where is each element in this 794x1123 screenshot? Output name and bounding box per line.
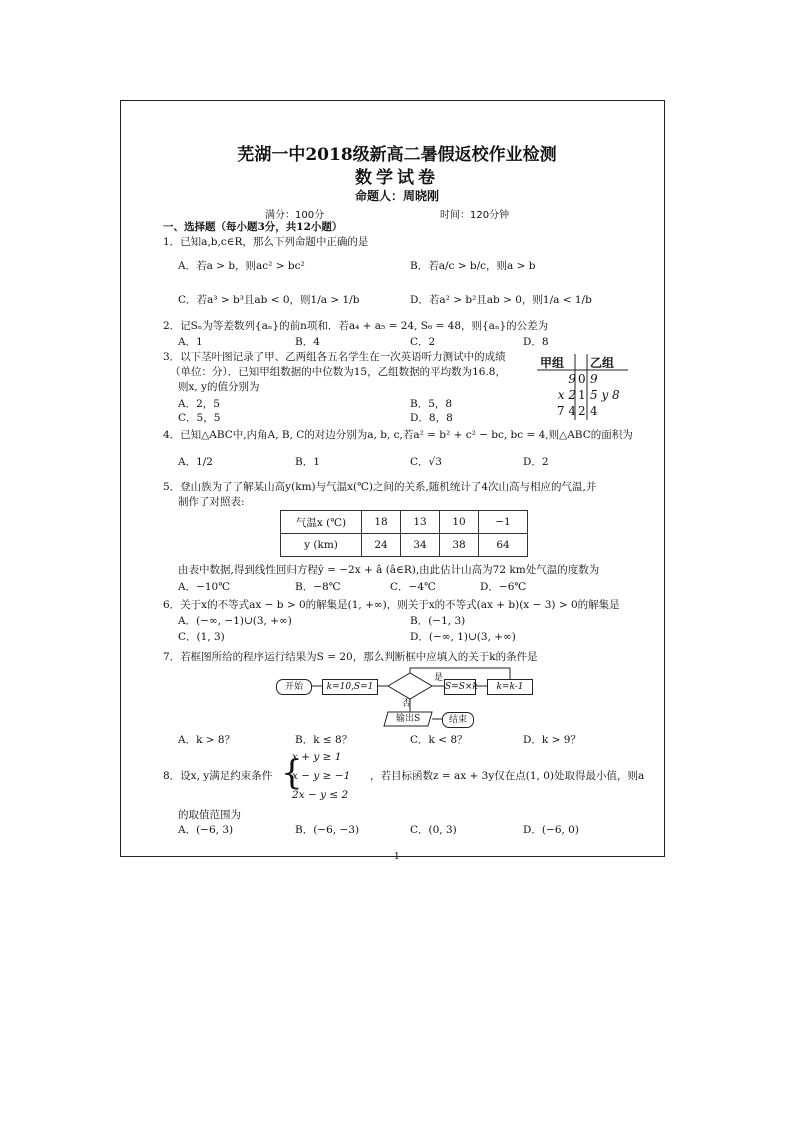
q3-line1: 3．以下茎叶图记录了甲、乙两组各五名学生在一次英语听力测试中的成绩 — [163, 351, 506, 363]
q3-option-d: D．8，8 — [410, 412, 453, 424]
table-cell: 24 — [362, 534, 401, 557]
q7-option-d: D．k > 9？ — [523, 734, 581, 746]
q3-option-a: A．2，5 — [178, 398, 220, 410]
full-score: 满分：100分 — [265, 210, 325, 221]
q2-option-d: D．8 — [523, 336, 549, 348]
q2-option-a: A．1 — [178, 336, 203, 348]
flow-output: 输出S — [396, 714, 421, 724]
stem-row3-stem: 2 — [578, 404, 586, 418]
q7-option-c: C．k < 8？ — [410, 734, 468, 746]
stem-row3-right: 4 — [590, 404, 598, 418]
q8-line2: 的取值范围为 — [178, 809, 241, 821]
q4-option-c: C．√3 — [410, 456, 442, 468]
q8-post: ，若目标函数z = ax + 3y仅在点(1, 0)处取得最小值，则a — [370, 770, 645, 782]
table-cell: 34 — [401, 534, 440, 557]
table-cell: −1 — [479, 511, 528, 534]
stem-row1-stem: 0 — [578, 372, 586, 386]
flow-init: k=10,S=1 — [322, 679, 378, 695]
q1-option-a: A．若a > b，则ac² > bc² — [178, 260, 305, 272]
q3-option-c: C．5，5 — [178, 412, 221, 424]
section-heading: 一、选择题（每小题3分，共12小题） — [163, 221, 343, 233]
flow-end: 结束 — [442, 712, 474, 728]
q2-option-b: B．4 — [295, 336, 320, 348]
school-title: 芜湖一中2018级新高二暑假返校作业检测 — [237, 145, 557, 165]
stem-head-left: 甲组 — [540, 356, 565, 370]
stem-row3-left: 7 4 — [556, 404, 576, 418]
subject-title: 数学试卷 — [355, 168, 439, 188]
q1-option-d: D．若a² > b²且ab > 0，则1/a < 1/b — [410, 294, 592, 306]
q8-constraint-3: 2x − y ≤ 2 — [292, 789, 349, 801]
q6-option-a: A．(−∞, −1)∪(3, +∞) — [178, 615, 292, 627]
table-header-x: 气温x (℃) — [281, 511, 362, 534]
q4-option-a: A．1/2 — [178, 456, 213, 468]
stem-row2-right: 5 y 8 — [590, 388, 620, 402]
q1-stem: 1．已知a,b,c∈R，那么下列命题中正确的是 — [163, 236, 369, 248]
q5-option-a: A．−10℃ — [178, 581, 230, 593]
table-cell: 10 — [440, 511, 479, 534]
table-cell: 64 — [479, 534, 528, 557]
flow-no-label: 否 — [402, 699, 412, 709]
table-header-y: y (km) — [281, 534, 362, 557]
q4-stem: 4．已知△ABC中,内角A, B, C的对边分别为a, b, c,若a² = b² + c² − bc, bc = 4,则△ABC的面积为 — [163, 429, 633, 441]
q5-line2: 制作了对照表: — [178, 496, 245, 508]
q5-option-b: B．−8℃ — [295, 581, 341, 593]
table-cell: 13 — [401, 511, 440, 534]
q5-option-c: C．−4℃ — [390, 581, 436, 593]
stem-row2-left: x 2 — [557, 388, 576, 402]
q6-option-d: D．(−∞, 1)∪(3, +∞) — [410, 631, 516, 643]
exam-time: 时间：120分钟 — [440, 210, 510, 221]
table-cell: 38 — [440, 534, 479, 557]
q3-option-b: B．5，8 — [410, 398, 453, 410]
q2-option-c: C．2 — [410, 336, 436, 348]
q8-brace: { — [281, 753, 303, 793]
author-line: 命题人：周晓刚 — [354, 189, 439, 203]
q8-constraint-1: x + y ≥ 1 — [292, 751, 342, 763]
stem-row2-stem: 1 — [578, 388, 586, 402]
q8-option-d: D．(−6, 0) — [523, 824, 579, 836]
q7-option-b: B．k ≤ 8？ — [295, 734, 353, 746]
q4-option-b: B．1 — [295, 456, 320, 468]
q6-stem: 6．关于x的不等式ax − b > 0的解集是(1, +∞)，则关于x的不等式(ax + b)(x − 3) > 0的解集是 — [163, 599, 620, 611]
stem-row1-left: 9 — [568, 372, 576, 386]
page-number: 1 — [394, 852, 400, 862]
stem-head-right: 乙组 — [590, 356, 615, 370]
q6-option-c: C．(1, 3) — [178, 631, 225, 643]
flow-body: S=S×k — [444, 679, 476, 695]
q8-option-a: A．(−6, 3) — [178, 824, 234, 836]
q8-pre: 8．设x, y满足约束条件 — [163, 770, 273, 782]
q7-stem: 7．若框图所给的程序运行结果为S = 20，那么判断框中应填入的关于k的条件是 — [163, 651, 538, 663]
q7-option-a: A．k > 8？ — [178, 734, 236, 746]
q8-option-c: C．(0, 3) — [410, 824, 457, 836]
q3-line2: （单位：分）．已知甲组数据的中位数为15，乙组数据的平均数为16.8， — [170, 366, 506, 378]
q6-option-b: B．(−1, 3) — [410, 615, 466, 627]
flow-step: k=k-1 — [487, 679, 533, 695]
flow-yes-label: 是 — [434, 673, 444, 683]
q2-stem: 2．记Sₙ为等差数列{aₙ}的前n项和．若a₄ + a₅ = 24, S₆ = 48，则{aₙ}的公差为 — [163, 320, 549, 332]
table-cell: 18 — [362, 511, 401, 534]
q5-line1: 5．登山族为了了解某山高y(km)与气温x(℃)之间的关系,随机统计了4次山高与相应的气温,并 — [163, 481, 597, 493]
q1-option-c: C．若a³ > b³且ab < 0，则1/a > 1/b — [178, 294, 360, 306]
q1-option-b: B．若a/c > b/c，则a > b — [410, 260, 536, 272]
q8-constraint-2: x − y ≥ −1 — [292, 770, 351, 782]
q5-line3: 由表中数据,得到线性回归方程ŷ = −2x + â (â∈R),由此估计山高为72 km处气温的度数为 — [178, 564, 600, 576]
q5-option-d: D．−6℃ — [480, 581, 527, 593]
q3-line3: 则x, y的值分别为 — [178, 381, 260, 393]
stem-row1-right: 9 — [590, 372, 598, 386]
flow-start: 开始 — [276, 679, 312, 695]
q4-option-d: D．2 — [523, 456, 549, 468]
q8-option-b: B．(−6, −3) — [295, 824, 360, 836]
